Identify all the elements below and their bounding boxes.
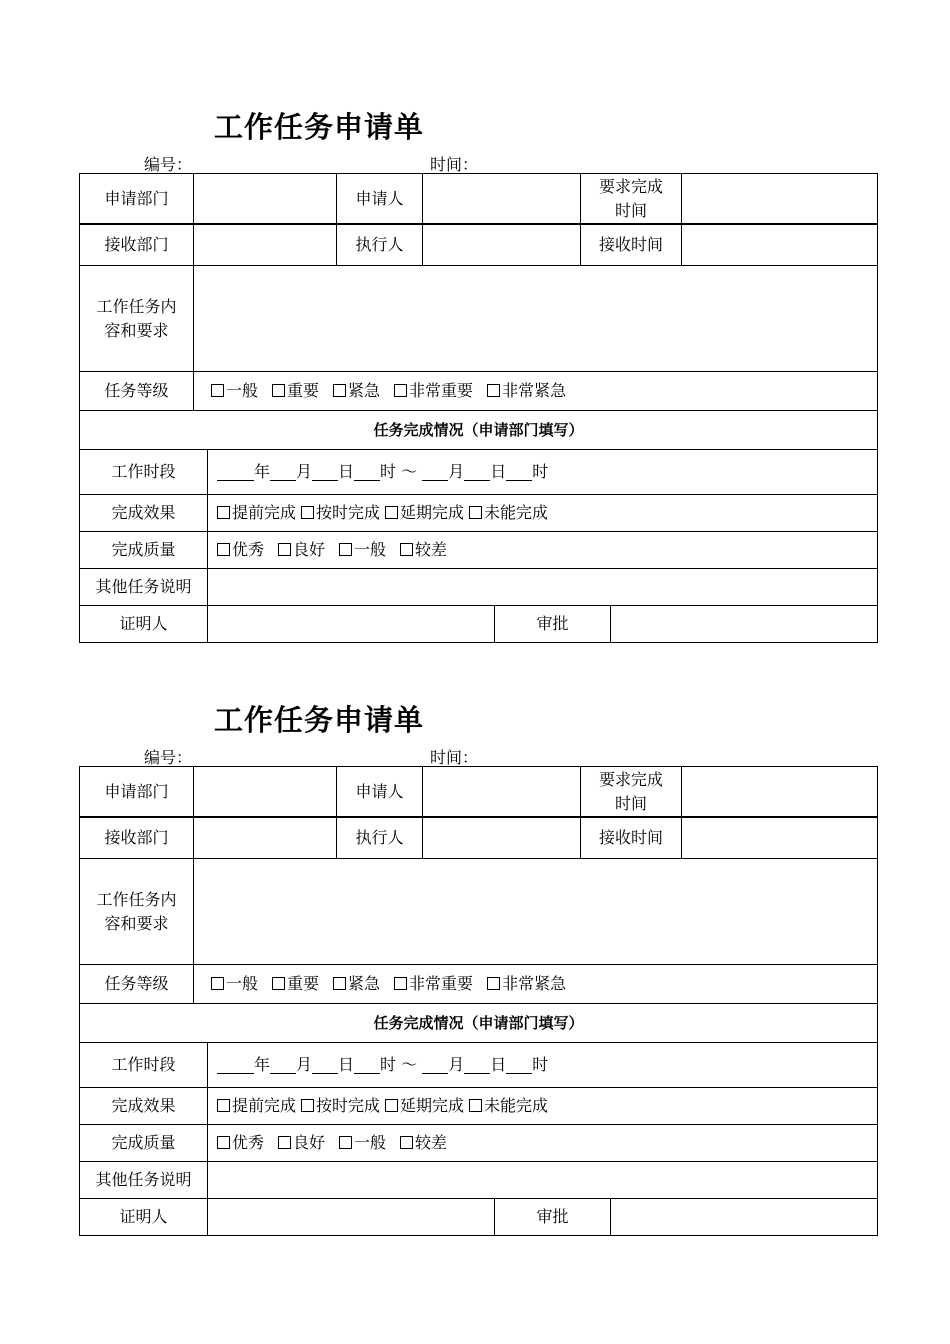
form-table — [79, 174, 878, 643]
effect-option[interactable]: 按时完成 — [301, 501, 380, 525]
quality-option[interactable]: 优秀 — [217, 538, 264, 562]
row-receive — [79, 224, 878, 266]
quality-label: 完成质量 — [111, 1133, 176, 1152]
witness-label: 证明人 — [119, 614, 168, 633]
checkbox-icon — [211, 977, 224, 990]
checkbox-icon — [333, 384, 346, 397]
row-section-header — [79, 410, 878, 450]
receive-time-label: 接收时间 — [598, 235, 663, 254]
required-time-field[interactable] — [682, 767, 878, 816]
section-header: 任务完成情况（申请部门填写） — [373, 1014, 584, 1032]
receive-time-field[interactable] — [682, 225, 878, 265]
checkbox-icon — [217, 1136, 230, 1149]
checkbox-icon — [469, 1099, 482, 1112]
number-label: 编号： — [144, 155, 193, 174]
row-receive — [79, 817, 878, 859]
effect-option[interactable]: 延期完成 — [385, 1094, 464, 1118]
quality-option[interactable]: 较差 — [400, 1131, 447, 1155]
level-option[interactable]: 重要 — [272, 379, 319, 403]
applicant-label: 申请人 — [355, 188, 404, 208]
checkbox-icon — [333, 977, 346, 990]
section-header: 任务完成情况（申请部门填写） — [373, 421, 584, 439]
content-field[interactable] — [194, 859, 878, 964]
level-option[interactable]: 非常紧急 — [487, 972, 566, 996]
level-options — [211, 965, 871, 1003]
quality-option[interactable]: 良好 — [278, 538, 325, 562]
receive-dept-label: 接收部门 — [104, 828, 169, 847]
receive-dept-field[interactable] — [194, 818, 336, 858]
row-quality — [79, 1124, 878, 1162]
approve-field[interactable] — [611, 1199, 877, 1235]
quality-option[interactable]: 优秀 — [217, 1131, 264, 1155]
checkbox-icon — [339, 543, 352, 556]
row-apply — [79, 173, 878, 224]
effect-option[interactable]: 未能完成 — [469, 1094, 548, 1118]
checkbox-icon — [272, 977, 285, 990]
executor-label: 执行人 — [355, 235, 404, 254]
checkbox-icon — [339, 1136, 352, 1149]
apply-dept-field[interactable] — [194, 174, 336, 223]
quality-option[interactable]: 较差 — [400, 538, 447, 562]
receive-dept-field[interactable] — [194, 225, 336, 265]
level-option[interactable]: 紧急 — [333, 379, 380, 403]
applicant-field[interactable] — [423, 767, 580, 816]
quality-options — [217, 1125, 867, 1161]
effect-label: 完成效果 — [111, 1096, 176, 1115]
form-title: 工作任务申请单 — [214, 110, 425, 144]
level-option[interactable]: 非常重要 — [394, 379, 473, 403]
checkbox-icon — [301, 1099, 314, 1112]
applicant-field[interactable] — [423, 174, 580, 223]
checkbox-icon — [278, 1136, 291, 1149]
quality-options — [217, 532, 867, 568]
other-field[interactable] — [208, 1162, 877, 1198]
checkbox-icon — [217, 543, 230, 556]
row-level — [79, 964, 878, 1004]
row-level — [79, 371, 878, 411]
executor-field[interactable] — [423, 225, 580, 265]
row-quality — [79, 531, 878, 569]
row-period — [79, 1042, 878, 1088]
effect-option[interactable]: 提前完成 — [217, 501, 296, 525]
effect-option[interactable]: 延期完成 — [385, 501, 464, 525]
apply-dept-label: 申请部门 — [104, 781, 169, 801]
row-apply — [79, 766, 878, 817]
effect-option[interactable]: 提前完成 — [217, 1094, 296, 1118]
other-label: 其他任务说明 — [95, 1170, 192, 1189]
time-label: 时间： — [430, 155, 479, 174]
checkbox-icon — [272, 384, 285, 397]
checkbox-icon — [487, 384, 500, 397]
checkbox-icon — [278, 543, 291, 556]
executor-field[interactable] — [423, 818, 580, 858]
form-title: 工作任务申请单 — [214, 703, 425, 737]
required-time-label: 要求完成时间 — [599, 769, 664, 813]
level-options — [211, 372, 871, 410]
effect-option[interactable]: 按时完成 — [301, 1094, 380, 1118]
apply-dept-label: 申请部门 — [104, 188, 169, 208]
level-option[interactable]: 一般 — [211, 379, 258, 403]
approve-label: 审批 — [536, 1207, 569, 1226]
checkbox-icon — [301, 506, 314, 519]
time-label: 时间： — [430, 748, 479, 767]
checkbox-icon — [394, 384, 407, 397]
effect-label: 完成效果 — [111, 503, 176, 522]
form-table — [79, 767, 878, 1236]
row-period — [79, 449, 878, 495]
witness-field[interactable] — [208, 1199, 494, 1235]
checkbox-icon — [211, 384, 224, 397]
quality-label: 完成质量 — [111, 540, 176, 559]
executor-label: 执行人 — [355, 828, 404, 847]
period-label: 工作时段 — [111, 1055, 176, 1074]
period-label: 工作时段 — [111, 462, 176, 481]
effect-options — [217, 495, 867, 531]
effect-option[interactable]: 未能完成 — [469, 501, 548, 525]
period-field[interactable]: 年 月 日 时 ～ 月 日 时 — [217, 450, 867, 494]
level-option[interactable]: 一般 — [211, 972, 258, 996]
checkbox-icon — [400, 1136, 413, 1149]
apply-dept-field[interactable] — [194, 767, 336, 816]
checkbox-icon — [469, 506, 482, 519]
content-label: 工作任务内容和要求 — [96, 889, 177, 933]
row-content — [79, 858, 878, 965]
checkbox-icon — [394, 977, 407, 990]
required-time-field[interactable] — [682, 174, 878, 223]
quality-option[interactable]: 一般 — [339, 1131, 386, 1155]
effect-options — [217, 1088, 867, 1124]
task-request-form-2 — [0, 593, 950, 1226]
row-witness — [79, 1198, 878, 1236]
receive-dept-label: 接收部门 — [104, 235, 169, 254]
receive-time-field[interactable] — [682, 818, 878, 858]
quality-option[interactable]: 良好 — [278, 1131, 325, 1155]
task-request-form-1 — [0, 0, 950, 633]
witness-label: 证明人 — [119, 1207, 168, 1226]
checkbox-icon — [385, 506, 398, 519]
row-section-header — [79, 1003, 878, 1043]
row-content — [79, 265, 878, 372]
checkbox-icon — [385, 1099, 398, 1112]
applicant-label: 申请人 — [355, 781, 404, 801]
level-label: 任务等级 — [104, 974, 169, 993]
level-option[interactable]: 非常紧急 — [487, 379, 566, 403]
quality-option[interactable]: 一般 — [339, 538, 386, 562]
number-label: 编号： — [144, 748, 193, 767]
row-effect — [79, 494, 878, 532]
required-time-label: 要求完成时间 — [599, 176, 664, 220]
checkbox-icon — [217, 506, 230, 519]
content-label: 工作任务内容和要求 — [96, 296, 177, 340]
row-other — [79, 1161, 878, 1199]
period-field[interactable]: 年 月 日 时 ～ 月 日 时 — [217, 1043, 867, 1087]
receive-time-label: 接收时间 — [598, 828, 663, 847]
level-option[interactable]: 紧急 — [333, 972, 380, 996]
level-option[interactable]: 重要 — [272, 972, 319, 996]
level-label: 任务等级 — [104, 381, 169, 400]
level-option[interactable]: 非常重要 — [394, 972, 473, 996]
content-field[interactable] — [194, 266, 878, 371]
checkbox-icon — [487, 977, 500, 990]
other-label: 其他任务说明 — [95, 577, 192, 596]
row-effect — [79, 1087, 878, 1125]
approve-label: 审批 — [536, 614, 569, 633]
checkbox-icon — [400, 543, 413, 556]
checkbox-icon — [217, 1099, 230, 1112]
